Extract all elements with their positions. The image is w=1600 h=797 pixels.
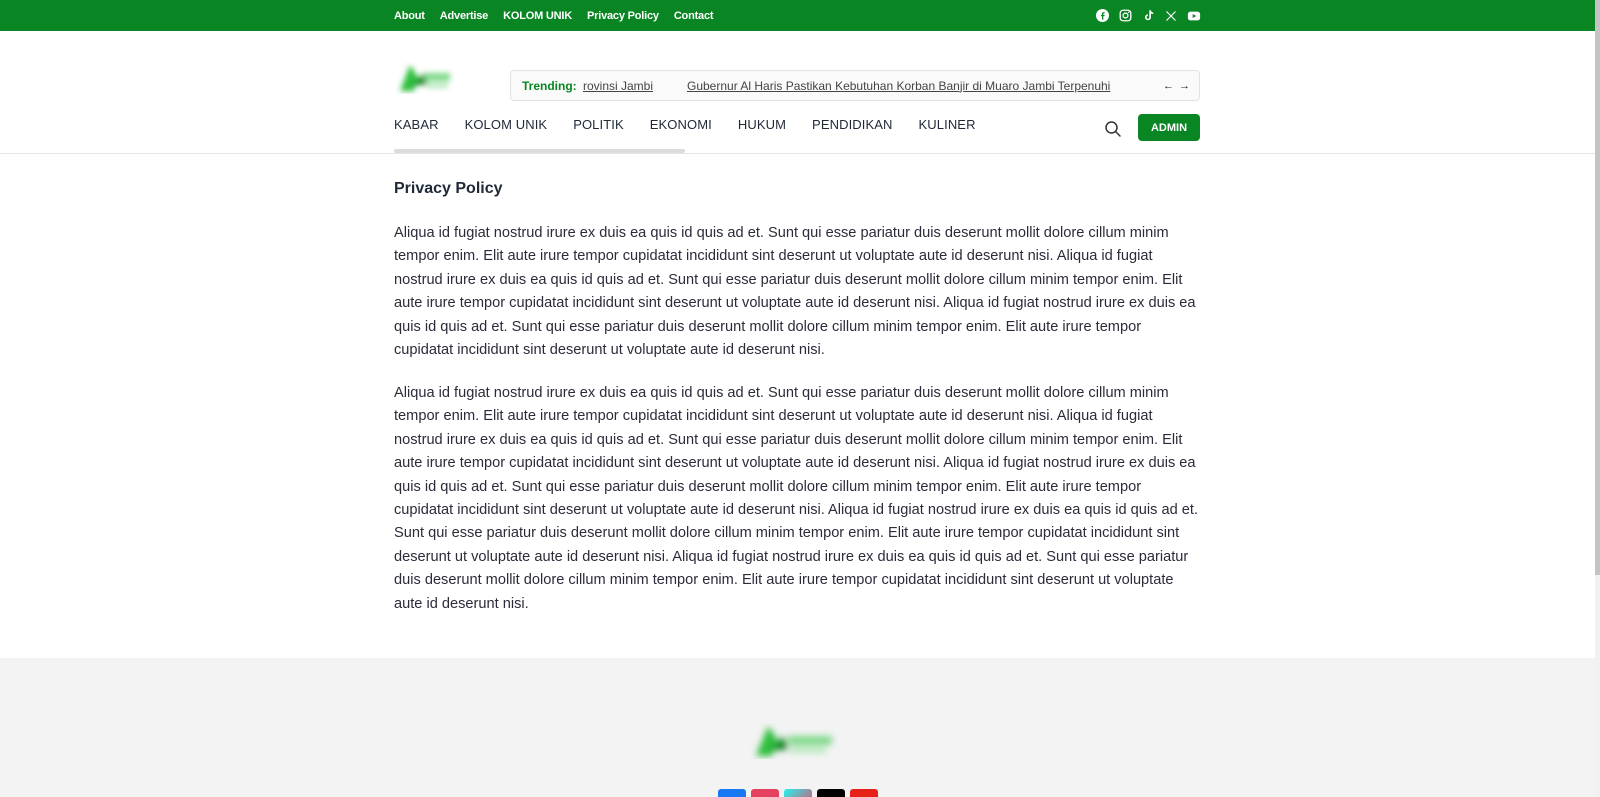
trending-label: Trending: bbox=[522, 78, 577, 93]
nav-item-kabar[interactable]: KABAR bbox=[394, 117, 439, 132]
footer-logo[interactable] bbox=[748, 716, 842, 762]
nav-item-ekonomi[interactable]: EKONOMI bbox=[649, 117, 712, 132]
arrow-right-icon[interactable]: → bbox=[1179, 79, 1190, 92]
admin-button[interactable]: ADMIN bbox=[1138, 114, 1200, 141]
top-link-advertise[interactable]: Advertise bbox=[439, 9, 489, 22]
search-icon[interactable] bbox=[1104, 120, 1122, 138]
scrollbar-thumb[interactable] bbox=[1595, 0, 1600, 575]
trending-item[interactable]: Gubernur Al Haris Pastikan Kebutuhan Korban Banjir di Muaro Jambi Terpenuhi bbox=[687, 78, 1111, 93]
youtube-icon[interactable] bbox=[1187, 9, 1201, 23]
main-nav bbox=[394, 117, 976, 132]
trending-item[interactable]: rovinsi Jambi bbox=[583, 78, 654, 93]
page-title: Privacy Policy bbox=[394, 180, 503, 197]
instagram-icon[interactable] bbox=[751, 789, 779, 797]
nav-item-pendidikan[interactable]: PENDIDIKAN bbox=[812, 117, 893, 132]
top-link-privacy-policy[interactable]: Privacy Policy bbox=[587, 9, 659, 22]
tiktok-icon[interactable] bbox=[784, 789, 812, 797]
top-link-kolom-unik[interactable]: KOLOM UNIK bbox=[503, 9, 572, 22]
ticker-arrows bbox=[1163, 80, 1190, 92]
top-links bbox=[394, 0, 713, 31]
nav-item-politik[interactable]: POLITIK bbox=[573, 117, 624, 132]
instagram-icon[interactable] bbox=[1118, 9, 1132, 23]
facebook-icon[interactable] bbox=[1095, 9, 1109, 23]
top-link-about[interactable]: About bbox=[394, 9, 425, 22]
x-icon[interactable] bbox=[1164, 9, 1178, 23]
content-paragraph: Aliqua id fugiat nostrud irure ex duis ea quis id quis ad et. Sunt qui esse pariatur duis deserunt mollit dolore cillum minim tempor enim. Elit aute irure tempor cupidatat incididunt sint deserunt ut voluptate aute id deserunt nisi. Aliqua id fugiat nostrud irure ex duis ea quis id quis ad et. Sunt qui esse pariatur duis deserunt mollit dolore cillum minim tempor enim. Elit aute irure tempor cupidatat incididunt sint deserunt ut voluptate aute id deserunt nisi. Aliqua id fugiat nostrud irure ex duis ea quis id quis ad et. Sunt qui esse pariatur duis deserunt mollit dolore cillum minim tempor enim. Elit aute irure tempor cupidatat incididunt sint deserunt ut voluptate aute id deserunt nisi. Aliqua id fugiat nostrud irure ex duis ea quis id quis ad et. Sunt qui esse pariatur duis deserunt mollit dolore cillum minim tempor enim. Elit aute irure tempor cupidatat incididunt sint deserunt ut voluptate aute id deserunt nisi. Aliqua id fugiat nostrud irure ex duis ea quis id quis ad et. Sunt qui esse pariatur duis deserunt mollit dolore cillum minim tempor enim. Elit aute irure tempor cupidatat incididunt sint deserunt ut voluptate aute id deserunt nisi. bbox=[394, 385, 1198, 612]
nav-item-kuliner[interactable]: KULINER bbox=[918, 117, 976, 132]
top-bar bbox=[0, 0, 1595, 31]
facebook-icon[interactable] bbox=[718, 789, 746, 797]
youtube-icon[interactable] bbox=[850, 789, 878, 797]
nav-item-kolom-unik[interactable]: KOLOM UNIK bbox=[464, 117, 548, 132]
trending-ticker bbox=[510, 70, 1200, 101]
site-logo[interactable] bbox=[394, 55, 456, 97]
top-link-contact[interactable]: Contact bbox=[673, 9, 714, 22]
top-social-icons bbox=[1095, 0, 1201, 31]
content-paragraph: Aliqua id fugiat nostrud irure ex duis ea quis id quis ad et. Sunt qui esse pariatur duis deserunt mollit dolore cillum minim tempor enim. Elit aute irure tempor cupidatat incididunt sint deserunt ut voluptate aute id deserunt nisi. Aliqua id fugiat nostrud irure ex duis ea quis id quis ad et. Sunt qui esse pariatur duis deserunt mollit dolore cillum minim tempor enim. Elit aute irure tempor cupidatat incididunt sint deserunt ut voluptate aute id deserunt nisi. Aliqua id fugiat nostrud irure ex duis ea quis id quis ad et. Sunt qui esse pariatur duis deserunt mollit dolore cillum minim tempor enim. Elit aute irure tempor cupidatat incididunt sint deserunt ut voluptate aute id deserunt nisi. bbox=[394, 225, 1196, 359]
tiktok-icon[interactable] bbox=[1141, 9, 1155, 23]
header-divider bbox=[0, 153, 1595, 154]
footer-social-icons bbox=[718, 789, 878, 797]
x-icon[interactable] bbox=[817, 789, 845, 797]
arrow-left-icon[interactable]: ← bbox=[1163, 79, 1174, 92]
nav-item-hukum[interactable]: HUKUM bbox=[737, 117, 787, 132]
footer bbox=[0, 658, 1595, 797]
page-scrollbar[interactable] bbox=[1595, 0, 1600, 797]
